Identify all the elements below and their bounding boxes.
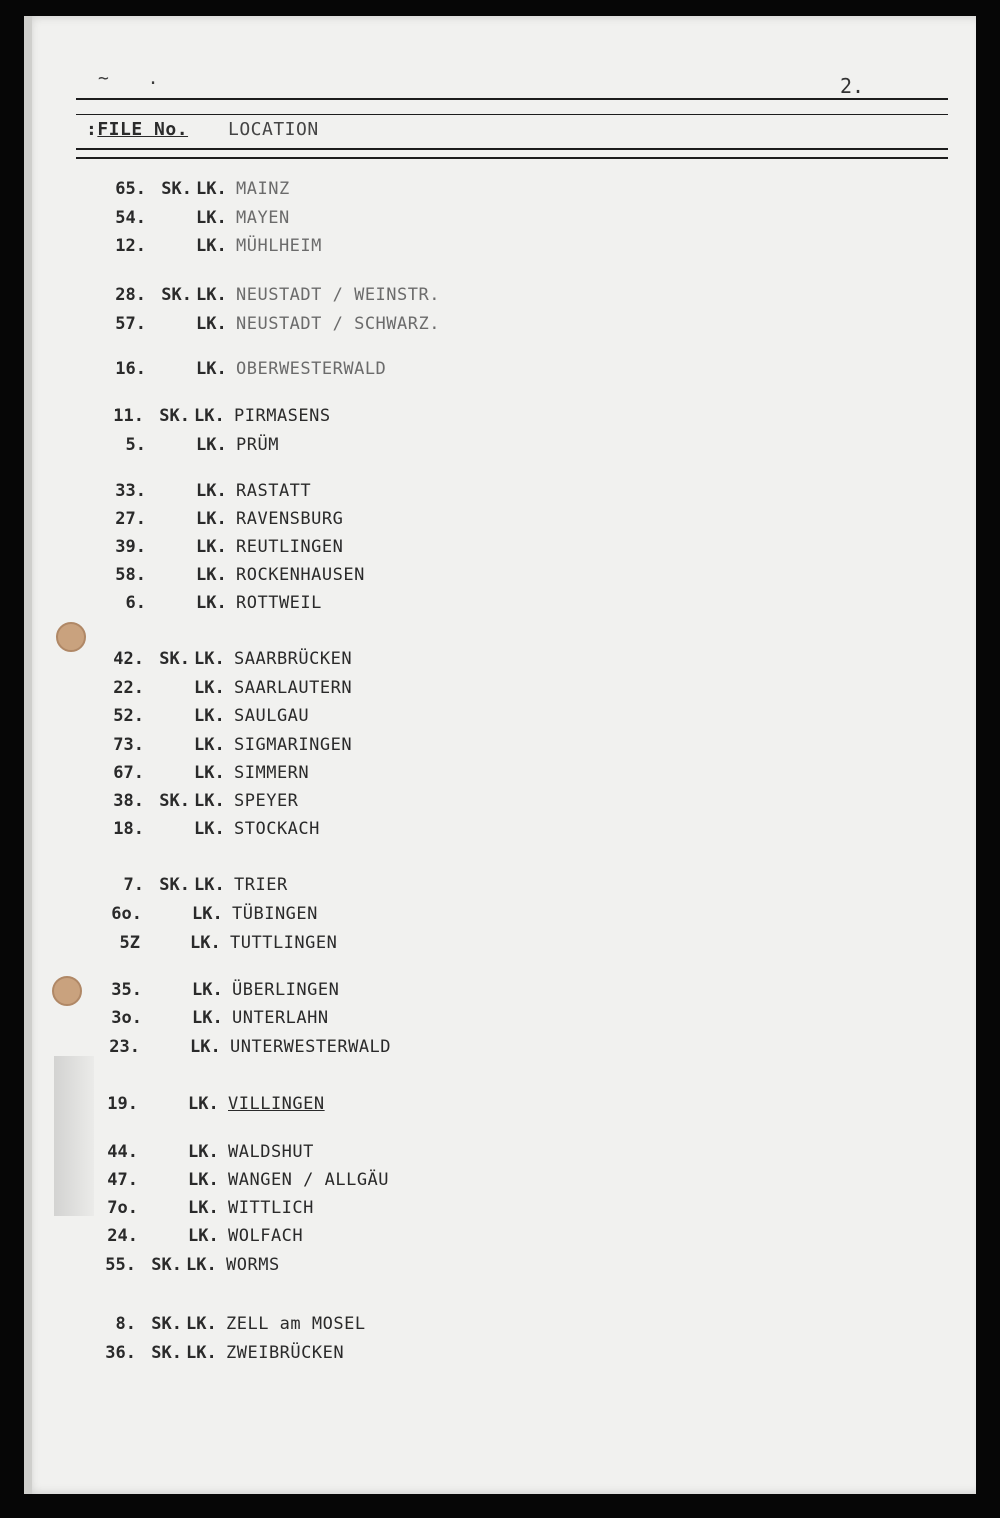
sk-marker: SK. xyxy=(151,1314,182,1334)
lk-marker: LK. xyxy=(196,359,227,379)
location-name: ROTTWEIL xyxy=(236,593,322,613)
corner-mark: ~ . xyxy=(98,68,173,89)
list-item xyxy=(84,734,684,756)
file-number: 6o. xyxy=(111,904,142,924)
lk-marker: LK. xyxy=(196,236,227,256)
file-no-heading: FILE No. xyxy=(97,119,189,140)
lk-marker: LK. xyxy=(196,565,227,585)
location-name: SAARLAUTERN xyxy=(234,678,353,698)
location-name: OBERWESTERWALD xyxy=(236,359,387,379)
lk-marker: LK. xyxy=(186,1255,217,1275)
location-name: SAULGAU xyxy=(234,706,310,726)
location-name: WORMS xyxy=(226,1255,280,1275)
list-item xyxy=(84,705,684,727)
location-name: ÜBERLINGEN xyxy=(232,980,340,1000)
lk-marker: LK. xyxy=(196,481,227,501)
lk-marker: LK. xyxy=(188,1226,219,1246)
list-item xyxy=(76,1313,676,1335)
lk-marker: LK. xyxy=(194,678,225,698)
page-spine xyxy=(24,16,32,1494)
list-item xyxy=(80,1036,680,1058)
sk-marker: SK. xyxy=(161,285,192,305)
lk-marker: LK. xyxy=(188,1142,219,1162)
file-number: 23. xyxy=(109,1037,140,1057)
lk-marker: LK. xyxy=(196,208,227,228)
list-item xyxy=(84,874,684,896)
lk-marker: LK. xyxy=(192,980,223,1000)
file-number: 11. xyxy=(113,406,144,426)
sk-marker: SK. xyxy=(159,875,190,895)
file-number: 3o. xyxy=(111,1008,142,1028)
sk-marker: SK. xyxy=(159,791,190,811)
file-number: 54. xyxy=(115,208,146,228)
file-number: 67. xyxy=(113,763,144,783)
lk-marker: LK. xyxy=(196,509,227,529)
lk-marker: LK. xyxy=(188,1198,219,1218)
list-item xyxy=(84,818,684,840)
sk-marker: SK. xyxy=(159,406,190,426)
file-number: 36. xyxy=(105,1343,136,1363)
file-number: 33. xyxy=(115,481,146,501)
location-name: ZWEIBRÜCKEN xyxy=(226,1343,345,1363)
location-name: RASTATT xyxy=(236,481,312,501)
file-number: 55. xyxy=(105,1255,136,1275)
location-name: SIGMARINGEN xyxy=(234,735,353,755)
file-number: 6. xyxy=(125,593,146,613)
file-number: 7. xyxy=(123,875,144,895)
lk-marker: LK. xyxy=(196,537,227,557)
location-name: ROCKENHAUSEN xyxy=(236,565,365,585)
file-number: 38. xyxy=(113,791,144,811)
lk-marker: LK. xyxy=(196,179,227,199)
file-number: 44. xyxy=(107,1142,138,1162)
location-name: VILLINGEN xyxy=(228,1094,325,1114)
top-rule-1 xyxy=(76,98,948,100)
lk-marker: LK. xyxy=(192,904,223,924)
lk-marker: LK. xyxy=(192,1008,223,1028)
column-header xyxy=(86,119,319,140)
list-item xyxy=(84,648,684,670)
list-item xyxy=(86,358,686,380)
lk-marker: LK. xyxy=(196,285,227,305)
list-item xyxy=(78,1169,678,1191)
location-name: UNTERWESTERWALD xyxy=(230,1037,392,1057)
list-item xyxy=(82,903,682,925)
list-item xyxy=(78,1141,678,1163)
sk-marker: SK. xyxy=(161,179,192,199)
file-number: 24. xyxy=(107,1226,138,1246)
lk-marker: LK. xyxy=(194,735,225,755)
lk-marker: LK. xyxy=(194,819,225,839)
location-name: TRIER xyxy=(234,875,288,895)
punch-hole-top xyxy=(56,622,86,652)
list-item xyxy=(76,1254,676,1276)
location-name: SIMMERN xyxy=(234,763,310,783)
location-name: WANGEN / ALLGÄU xyxy=(228,1170,390,1190)
header-rule-1 xyxy=(76,148,948,150)
file-number: 58. xyxy=(115,565,146,585)
lk-marker: LK. xyxy=(196,593,227,613)
file-number: 8. xyxy=(115,1314,136,1334)
location-name: ZELL am MOSEL xyxy=(226,1314,366,1334)
location-name: TÜBINGEN xyxy=(232,904,318,924)
file-number: 47. xyxy=(107,1170,138,1190)
list-item xyxy=(86,536,686,558)
file-number: 57. xyxy=(115,314,146,334)
file-number: 7o. xyxy=(107,1198,138,1218)
lk-marker: LK. xyxy=(194,875,225,895)
location-name: MÜHLHEIM xyxy=(236,236,322,256)
file-number: 5. xyxy=(125,435,146,455)
list-item xyxy=(86,178,686,200)
lk-marker: LK. xyxy=(190,933,221,953)
lk-marker: LK. xyxy=(194,763,225,783)
lk-marker: LK. xyxy=(188,1094,219,1114)
location-name: REUTLINGEN xyxy=(236,537,344,557)
list-item xyxy=(78,1225,678,1247)
header-rule-2 xyxy=(76,157,948,159)
lk-marker: LK. xyxy=(194,406,225,426)
document-page xyxy=(24,16,976,1494)
list-item xyxy=(86,235,686,257)
file-number: 35. xyxy=(111,980,142,1000)
sk-marker: SK. xyxy=(159,649,190,669)
lk-marker: LK. xyxy=(188,1170,219,1190)
list-item xyxy=(86,434,686,456)
location-name: NEUSTADT / WEINSTR. xyxy=(236,285,440,305)
file-number: 19. xyxy=(107,1094,138,1114)
file-number: 22. xyxy=(113,678,144,698)
file-number: 28. xyxy=(115,285,146,305)
list-item xyxy=(80,932,680,954)
file-number: 5Z xyxy=(119,933,140,953)
list-item xyxy=(84,677,684,699)
location-name: WOLFACH xyxy=(228,1226,304,1246)
lk-marker: LK. xyxy=(196,435,227,455)
location-name: TUTTLINGEN xyxy=(230,933,338,953)
top-rule-2 xyxy=(76,114,948,115)
location-heading: LOCATION xyxy=(228,119,319,140)
list-item xyxy=(76,1342,676,1364)
lk-marker: LK. xyxy=(194,706,225,726)
file-number: 12. xyxy=(115,236,146,256)
list-item xyxy=(78,1093,678,1115)
list-item xyxy=(84,405,684,427)
location-name: SPEYER xyxy=(234,791,299,811)
list-item xyxy=(86,480,686,502)
file-number: 65. xyxy=(115,179,146,199)
file-number: 16. xyxy=(115,359,146,379)
list-item xyxy=(78,1197,678,1219)
list-item xyxy=(86,508,686,530)
sk-marker: SK. xyxy=(151,1343,182,1363)
list-item xyxy=(86,284,686,306)
file-number: 18. xyxy=(113,819,144,839)
location-name: WITTLICH xyxy=(228,1198,314,1218)
location-name: UNTERLAHN xyxy=(232,1008,329,1028)
lk-marker: LK. xyxy=(190,1037,221,1057)
list-item xyxy=(86,592,686,614)
location-name: NEUSTADT / SCHWARZ. xyxy=(236,314,440,334)
file-no-prefix: : xyxy=(86,119,98,140)
file-number: 39. xyxy=(115,537,146,557)
lk-marker: LK. xyxy=(186,1314,217,1334)
page-number: 2. xyxy=(840,74,865,98)
list-item xyxy=(86,564,686,586)
location-name: STOCKACH xyxy=(234,819,320,839)
file-number: 73. xyxy=(113,735,144,755)
file-number: 42. xyxy=(113,649,144,669)
location-name: RAVENSBURG xyxy=(236,509,344,529)
location-name: WALDSHUT xyxy=(228,1142,314,1162)
lk-marker: LK. xyxy=(186,1343,217,1363)
list-item xyxy=(84,762,684,784)
lk-marker: LK. xyxy=(194,791,225,811)
lk-marker: LK. xyxy=(194,649,225,669)
location-name: SAARBRÜCKEN xyxy=(234,649,353,669)
punch-hole-bottom xyxy=(52,976,82,1006)
list-item xyxy=(84,790,684,812)
location-name: MAINZ xyxy=(236,179,290,199)
file-number: 52. xyxy=(113,706,144,726)
file-number: 27. xyxy=(115,509,146,529)
location-name: PIRMASENS xyxy=(234,406,331,426)
list-item xyxy=(86,207,686,229)
list-item xyxy=(82,979,682,1001)
scan-shadow xyxy=(54,1056,94,1216)
sk-marker: SK. xyxy=(151,1255,182,1275)
location-name: MAYEN xyxy=(236,208,290,228)
list-item xyxy=(82,1007,682,1029)
lk-marker: LK. xyxy=(196,314,227,334)
list-item xyxy=(86,313,686,335)
location-name: PRÜM xyxy=(236,435,279,455)
